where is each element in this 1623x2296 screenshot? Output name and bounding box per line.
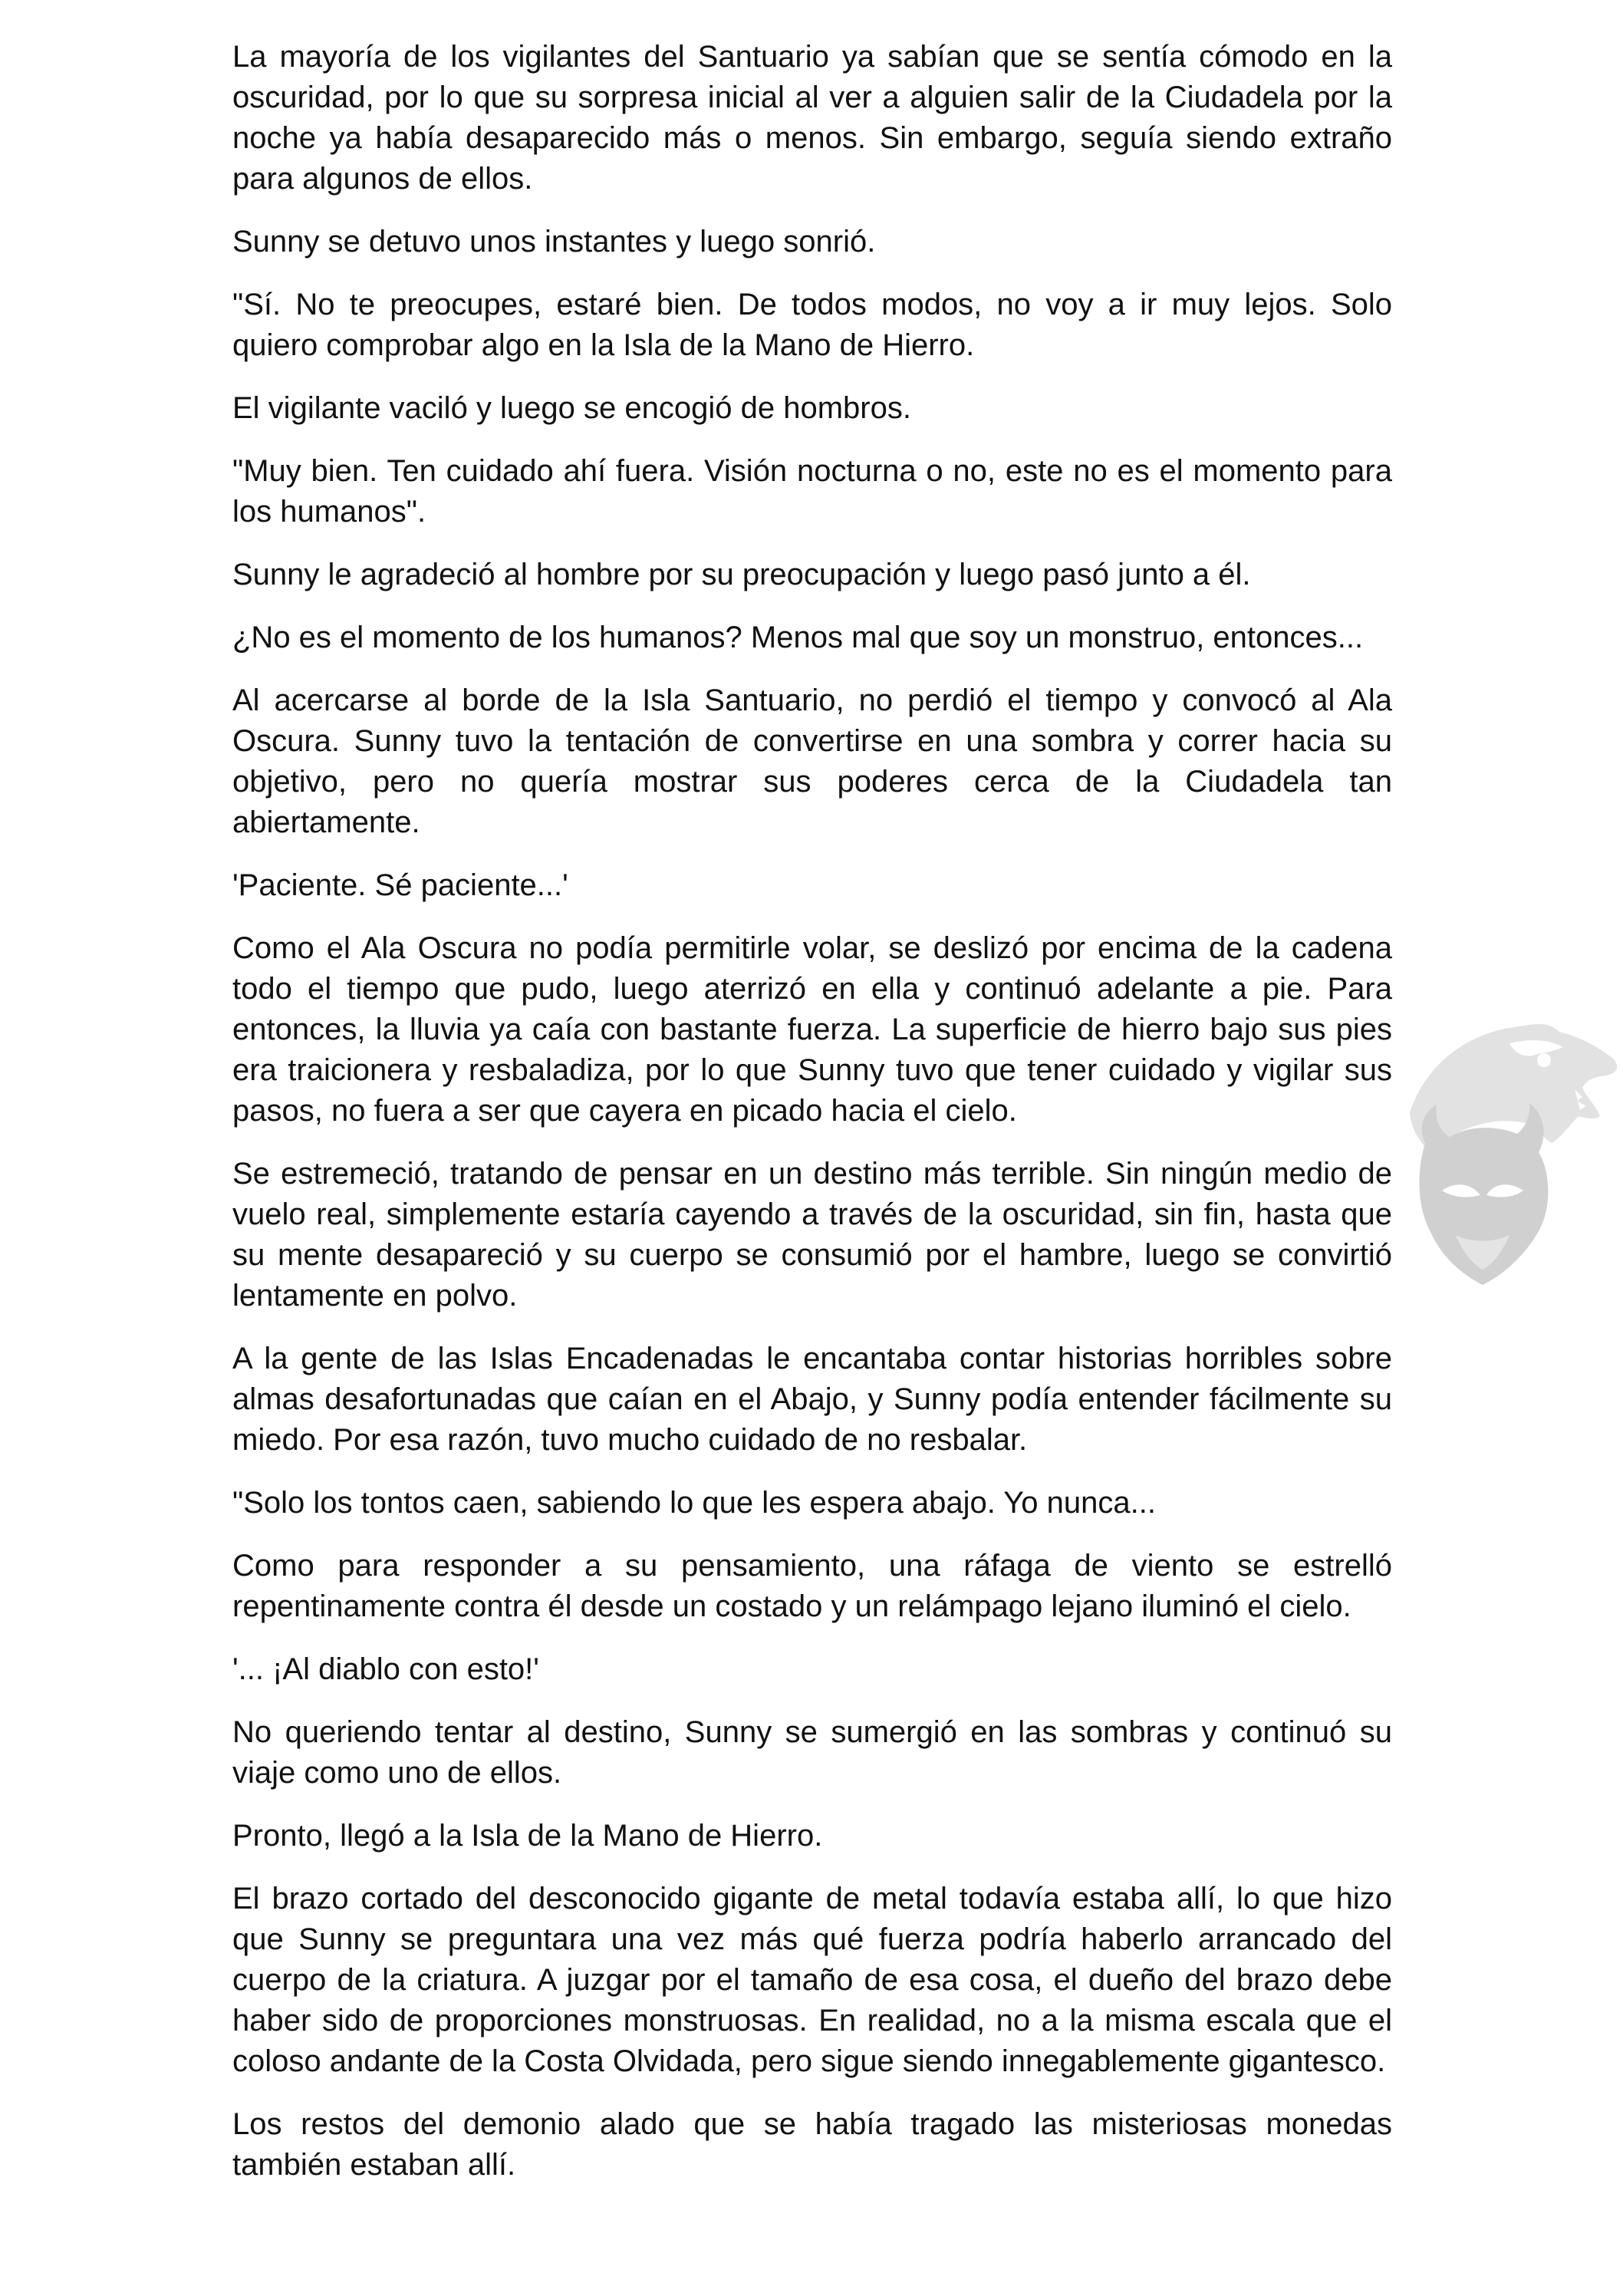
paragraph-17: Pronto, llegó a la Isla de la Mano de Hierro. <box>232 1819 823 1853</box>
paragraph-19: Los restos del demonio alado que se había tragado las misteriosas monedas también estaban allí. <box>232 2107 1392 2182</box>
document-body <box>232 37 1392 2208</box>
paragraph-3: "Sí. No te preocupes, estaré bien. De todos modos, no voy a ir muy lejos. Solo quiero comprobar algo en la Isla de la Mano de Hierro. <box>232 288 1392 362</box>
paragraph-10: Como el Ala Oscura no podía permitirle volar, se deslizó por encima de la cadena todo el tiempo que pudo, luego aterrizó en ella y continuó adelante a pie. Para entonces, la lluvia ya caía con bastante fuerza. La superficie de hierro bajo sus pies era traicionera y resbaladiza, por lo que Sunny tuvo que tener cuidado y vigilar sus pasos, no fuera a ser que cayera en picado hacia el cielo. <box>232 931 1392 1128</box>
paragraph-2: Sunny se detuvo unos instantes y luego sonrió. <box>232 225 876 259</box>
dinosaur-and-demon-head-icon <box>1394 990 1623 1296</box>
paragraph-16: No queriendo tentar al destino, Sunny se sumergió en las sombras y continuó su viaje como uno de ellos. <box>232 1715 1392 1790</box>
paragraph-8: Al acercarse al borde de la Isla Santuario, no perdió el tiempo y convocó al Ala Oscura. Sunny tuvo la tentación de convertirse en una sombra y correr hacia su objetivo, pero no quería mostrar sus poderes cerca de la Ciudadela tan abiertamente. <box>232 684 1392 839</box>
paragraph-9: 'Paciente. Sé paciente...' <box>232 868 568 902</box>
paragraph-12: A la gente de las Islas Encadenadas le encantaba contar historias horribles sobre almas desafortunadas que caían en el Abajo, y Sunny podía entender fácilmente su miedo. Por esa razón, tuvo mucho cuidado de no resbalar. <box>232 1342 1392 1457</box>
paragraph-1: La mayoría de los vigilantes del Santuario ya sabían que se sentía cómodo en la oscuridad, por lo que su sorpresa inicial al ver a alguien salir de la Ciudadela por la noche ya había desaparecido más o menos. Sin embargo, seguía siendo extraño para algunos de ellos. <box>232 40 1392 196</box>
paragraph-13: "Solo los tontos caen, sabiendo lo que les espera abajo. Yo nunca... <box>232 1486 1156 1520</box>
paragraph-7: ¿No es el momento de los humanos? Menos mal que soy un monstruo, entonces... <box>232 621 1364 654</box>
paragraph-5: "Muy bien. Ten cuidado ahí fuera. Visión nocturna o no, este no es el momento para los humanos". <box>232 454 1392 529</box>
paragraph-14: Como para responder a su pensamiento, una ráfaga de viento se estrelló repentinamente contra él desde un costado y un relámpago lejano iluminó el cielo. <box>232 1549 1392 1623</box>
paragraph-11: Se estremeció, tratando de pensar en un destino más terrible. Sin ningún medio de vuelo real, simplemente estaría cayendo a través de la oscuridad, sin fin, hasta que su mente desapareció y su cuerpo se consumió por el hambre, luego se convirtió lentamente en polvo. <box>232 1157 1392 1313</box>
paragraph-6: Sunny le agradeció al hombre por su preocupación y luego pasó junto a él. <box>232 558 1251 591</box>
paragraph-18: El brazo cortado del desconocido gigante de metal todavía estaba allí, lo que hizo que Sunny se preguntara una vez más qué fuerza podría haberlo arrancado del cuerpo de la criatura. A juzgar por el tamaño de esa cosa, el dueño del brazo debe haber sido de proporciones monstruosas. En realidad, no a la misma escala que el coloso andante de la Costa Olvidada, pero sigue siendo innegablemente gigantesco. <box>232 1882 1392 2078</box>
paragraph-4: El vigilante vaciló y luego se encogió de hombros. <box>232 391 911 425</box>
paragraph-15: '... ¡Al diablo con esto!' <box>232 1652 539 1686</box>
